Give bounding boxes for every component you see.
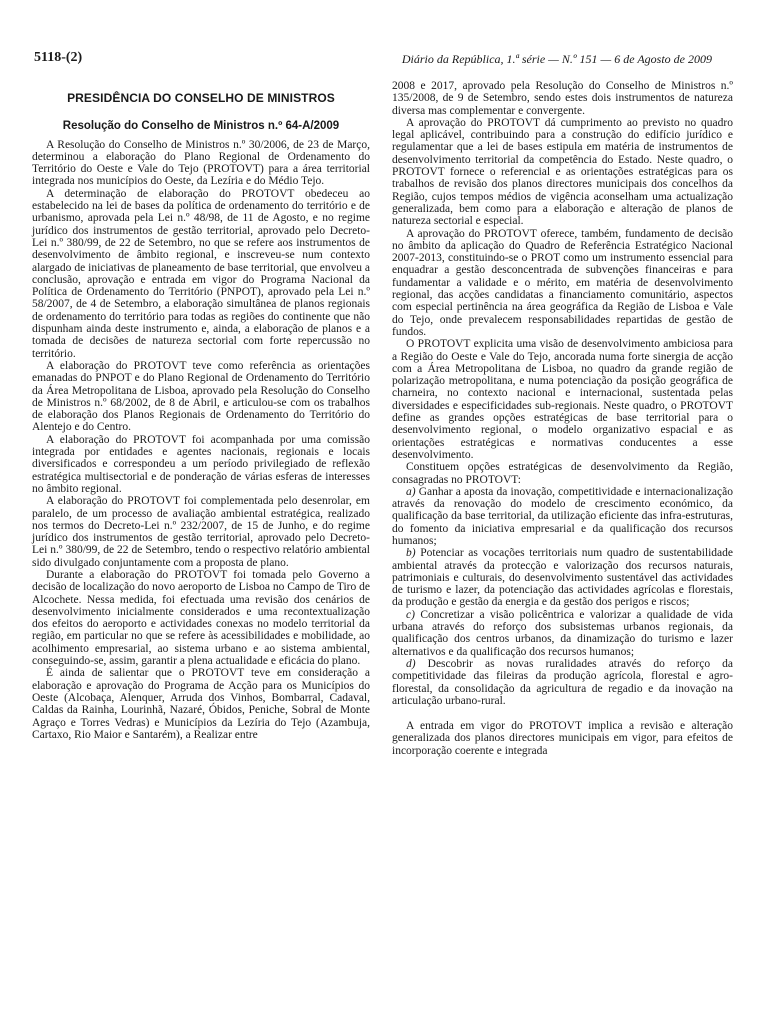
item-letter: c) bbox=[406, 608, 415, 621]
section-heading: PRESIDÊNCIA DO CONSELHO DE MINISTROS bbox=[67, 91, 335, 105]
list-item bbox=[392, 609, 733, 658]
item-letter: d) bbox=[406, 657, 416, 670]
paragraph: Constituem opções estratégicas de desenvolvimento da Região, consagradas no PROTOVT: bbox=[392, 461, 733, 486]
paragraph: A aprovação do PROTOVT dá cumprimento ao previsto no quadro legal aplicável, contribuindo para a construção do edifício jurídico e regulamentar que a lei de bases estipula em matéria de instrumentos de desenvolvimento territorial da competência do Estado. Neste quadro, o PROTOVT fornece o referencial e as orientações estratégicas para os trabalhos de revisão dos planos directores municipais dos concelhos da Região, cujos tempos médios de vigência aconselham uma actualização generalizada, bem como para a elaboração e alteração de planos de natureza sectorial e especial. bbox=[392, 116, 733, 228]
item-letter: a) bbox=[406, 485, 416, 498]
paragraph: A Resolução do Conselho de Ministros n.º 30/2006, de 23 de Março, determinou a elaboração do Plano Regional de Ordenamento do Território do Oeste e Vale do Tejo (PROTOVT) para a área territorial integrada nos municípios do Oeste, da Lezíria e do Médio Tejo. bbox=[32, 138, 370, 188]
paragraph: 2008 e 2017, aprovado pela Resolução do Conselho de Ministros n.º 135/2008, de 9 de Setembro, sendo estes dois instrumentos de natureza diversa mas complementar e convergente. bbox=[392, 80, 733, 117]
paragraph: É ainda de salientar que o PROTOVT teve em consideração a elaboração e aprovação do Programa de Acção para os Municípios do Oeste (Alcobaça, Alenquer, Arruda dos Vinhos, Bombarral, Cadaval, Caldas da Rainha, Lourinhã, Nazaré, Óbidos, Peniche, Sobral de Monte Agraço e Torres Vedras) e Municípios da Lezíria do Tejo (Azambuja, Cartaxo, Rio Maior e Santarém), a Realizar entre bbox=[32, 667, 370, 741]
running-head: Diário da República, 1.ª série — N.º 151 — 6 de Agosto de 2009 bbox=[401, 52, 712, 66]
list-item bbox=[392, 547, 733, 608]
resolution-title: Resolução do Conselho de Ministros n.º 64-A/2009 bbox=[62, 120, 340, 133]
paragraph: A elaboração do PROTOVT foi complementada pelo desenrolar, em paralelo, de um processo de avaliação ambiental estratégica, realizado nos termos do Decreto-Lei n.º 232/2007, de 15 de Junho, e do regime jurídico dos instrumentos de gestão territorial, aprovado pelo Decreto-Lei n.º 380/99, de 22 de Setembro, tendo o respectivo relatório ambiental sido divulgado conjuntamente com a proposta de plano. bbox=[32, 495, 370, 569]
page-number: 5118-(2) bbox=[34, 50, 83, 65]
left-column bbox=[32, 78, 370, 741]
list-item bbox=[392, 658, 733, 707]
item-text: Potenciar as vocações territoriais num quadro de sustentabilidade ambiental através da protecção e valorização dos recursos naturais, patrimoniais e culturais, do desenvolvimento sustentável das actividades de turismo e lazer, da potenciação das actividades agrícolas e florestais, da produção e gestão da energia e da gestão dos perigos e riscos; bbox=[392, 547, 733, 609]
paragraph: A elaboração do PROTOVT foi acompanhada por uma comissão integrada por entidades e agentes nacionais, regionais e locais diversificados e correspondeu a um período privilegiado de reflexão estratégica multisectorial e de ponderação de várias esferas de interesses no âmbito regional. bbox=[32, 433, 370, 495]
paragraph: Durante a elaboração do PROTOVT foi tomada pelo Governo a decisão de localização do novo aeroporto de Lisboa no Campo de Tiro de Alcochete. Nessa medida, foi efectuada uma revisão dos cenários de desenvolvimento inicialmente considerados e uma recontextualização dos efeitos do aeroporto e actividades conexas no modelo territorial da região, em particular no que se refere às acessibilidades e mobilidade, ao acolhimento empresarial, ao sistema urbano e ao sistema ambiental, conseguindo-se, assim, garantir a plena actualidade e eficácia do plano. bbox=[32, 568, 370, 668]
item-text: Concretizar a visão policêntrica e valorizar a qualidade de vida urbana através do reforço dos subsistemas urbanos regionais, da qualificação dos centros urbanos, da dinamização do turismo e lazer alternativos e da qualificação dos recursos humanos; bbox=[392, 608, 733, 658]
paragraph: A determinação de elaboração do PROTOVT obedeceu ao estabelecido na lei de bases da política de ordenamento do território e de urbanismo, aprovada pela Lei n.º 48/98, de 11 de Agosto, e no regime jurídico dos instrumentos de gestão territorial, aprovado pelo Decreto-Lei n.º 380/99, de 22 de Setembro, no que se refere aos instrumentos de desenvolvimento de âmbito regional, e inscreveu-se num contexto alargado de iniciativas de planeamento de base territorial, que envolveu a conclusão, aprovação e entrada em vigor do Programa Nacional da Política de Ordenamento do Território (PNPOT), aprovado pela Lei n.º 58/2007, de 4 de Setembro, a elaboração simultânea de planos regionais de ordenamento do território para todas as regiões do continente que não dispunham ainda deste instrumento e, ainda, a elaboração de planos e a tomada de decisões de natureza sectorial com forte repercussão no território. bbox=[32, 187, 370, 360]
paragraph: O PROTOVT explicita uma visão de desenvolvimento ambiciosa para a Região do Oeste e Vale do Tejo, ancorada numa forte sinergia de acção com a Área Metropolitana de Lisboa, no quadro da grande região de polarização metropolitana, e numa potenciação da posição geográfica de charneira, no contexto nacional e internacional, sustentada pelas diversidades e especificidades sub-regionais. Neste quadro, o PROTOVT define as grandes opções estratégicas de base territorial para o desenvolvimento regional, o modelo organizativo espacial e as orientações estratégicas e normativas conducentes a esse desenvolvimento. bbox=[392, 338, 733, 461]
item-text: Ganhar a aposta da inovação, competitividade e internacionalização através da renovação do modelo de crescimento económico, da qualificação da base territorial, da utilização eficiente das infra-estruturas, do fomento da iniciativa empresarial e da qualificação dos recursos humanos; bbox=[392, 485, 733, 547]
right-column bbox=[392, 80, 733, 757]
paragraph: A aprovação do PROTOVT oferece, também, fundamento de decisão no âmbito da aplicação do Quadro de Referência Estratégico Nacional 2007-2013, constituindo-se o PROT como um instrumento essencial para enquadrar a gestão desconcentrada de subvenções financeiras e para fundamentar a validade e o mérito, em matéria de desenvolvimento regional, das acções candidatas a financiamento comunitário, aspectos com especial pertinência na área geográfica da Região de Lisboa e Vale do Tejo, onde prevalecem responsabilidades repartidas de gestão de fundos. bbox=[392, 227, 733, 338]
paragraph: A elaboração do PROTOVT teve como referência as orientações emanadas do PNPOT e do Plano Regional de Ordenamento do Território da Área Metropolitana de Lisboa, aprovado pela Resolução do Conselho de Ministros n.º 68/2002, de 8 de Abril, e articulou-se com os trabalhos de elaboração dos Planos Regionais de Ordenamento do Território do Alentejo e do Centro. bbox=[32, 359, 370, 434]
item-letter: b) bbox=[406, 547, 416, 560]
item-text: Descobrir as novas ruralidades através do reforço da competitividade das fileiras da produção agrícola, florestal e agro-florestal, da consolidação da agricultura de regadio e da inovação na articulação urbano-rural. bbox=[392, 657, 733, 707]
paragraph: A entrada em vigor do PROTOVT implica a revisão e alteração generalizada dos planos directores municipais em vigor, para efeitos de incorporação coerente e integrada bbox=[392, 720, 733, 757]
list-item bbox=[392, 486, 733, 547]
